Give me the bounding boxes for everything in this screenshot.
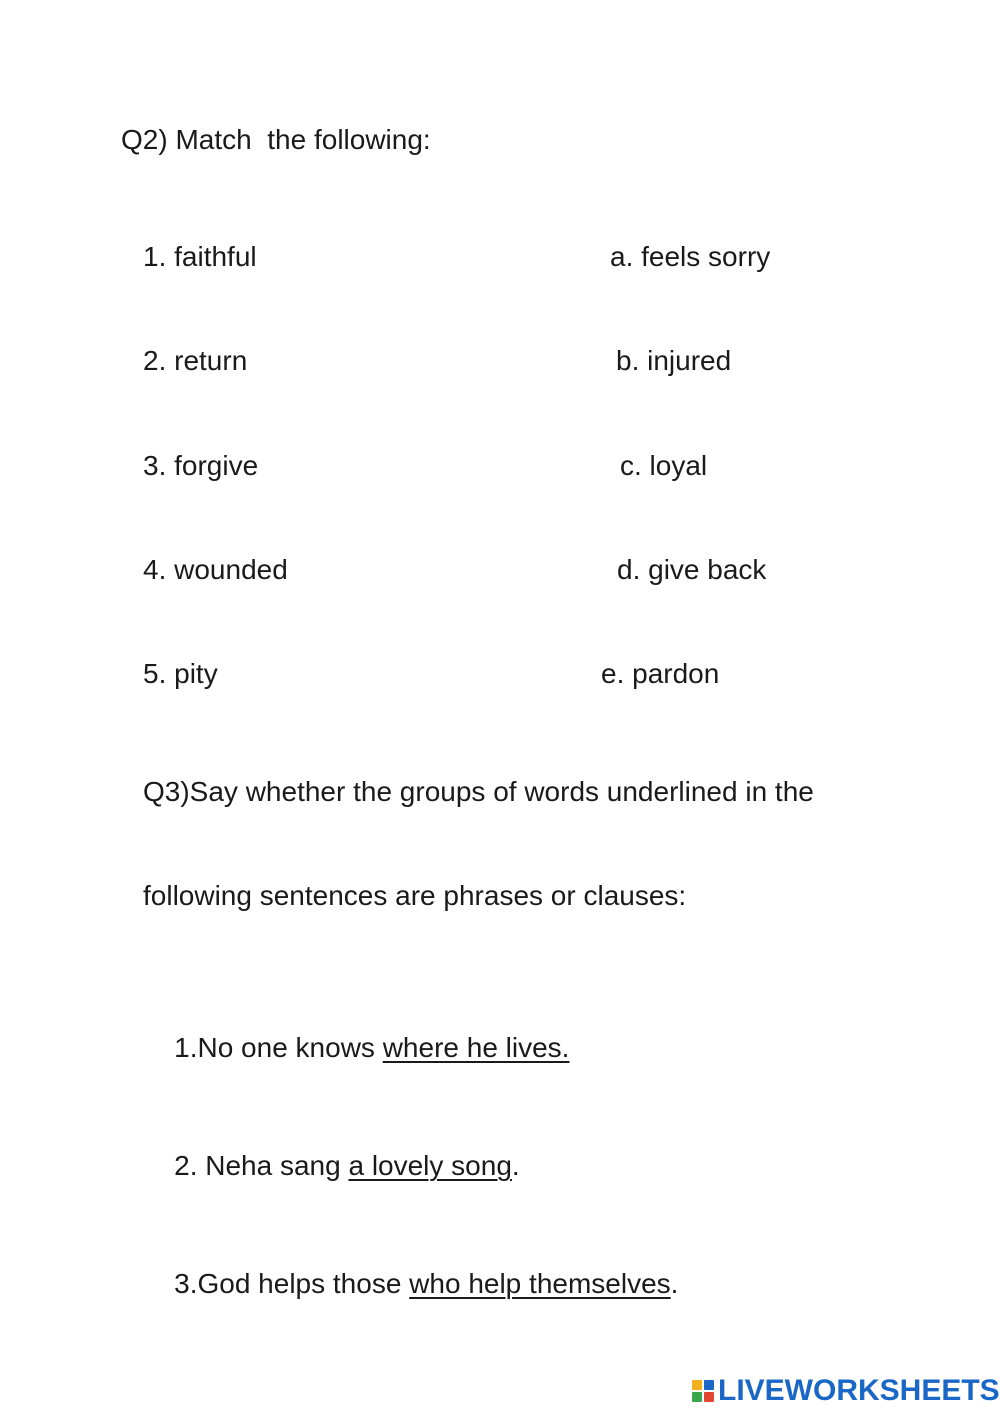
logo-square-blue	[704, 1380, 714, 1390]
q2-left-item-4: 4. wounded	[143, 554, 288, 585]
q3-sentence-3	[143, 1233, 678, 1335]
sentence-end: .	[670, 1268, 679, 1299]
underlined-group: who help themselves	[409, 1268, 671, 1299]
underlined-group: a lovely song	[348, 1150, 512, 1181]
sentence-end: .	[511, 1150, 520, 1181]
sentence-text: 3.God helps those	[174, 1268, 410, 1299]
sentence-text: 1.No one knows	[174, 1032, 383, 1063]
q2-right-item-d: d. give back	[617, 554, 767, 585]
q2-left-item-5: 5. pity	[143, 658, 218, 689]
q2-right-item-c: c. loyal	[620, 450, 708, 481]
q3-title-line-1: Q3)Say whether the groups of words underlined in the	[143, 776, 814, 807]
logo-square-yellow	[692, 1380, 702, 1390]
underlined-group: where he lives.	[382, 1032, 570, 1063]
logo-text: LIVEWORKSHEETS	[718, 1374, 1000, 1407]
q2-title: Q2) Match the following:	[121, 124, 431, 155]
q2-left-item-2: 2. return	[143, 345, 248, 376]
logo-square-red	[704, 1392, 714, 1402]
q3-sentence-2	[143, 1115, 520, 1217]
q2-left-item-1: 1. faithful	[143, 241, 257, 272]
liveworksheets-logo-icon	[692, 1380, 714, 1402]
q2-right-item-e: e. pardon	[601, 658, 720, 689]
q3-sentence-1	[143, 997, 569, 1099]
q2-left-item-3: 3. forgive	[143, 450, 259, 481]
liveworksheets-logo	[692, 1374, 1000, 1408]
logo-square-green	[692, 1392, 702, 1402]
sentence-text: 2. Neha sang	[174, 1150, 349, 1181]
q2-right-item-b: b. injured	[616, 345, 732, 376]
q3-title-line-2: following sentences are phrases or clauses:	[143, 880, 687, 911]
q2-right-item-a: a. feels sorry	[610, 241, 771, 272]
